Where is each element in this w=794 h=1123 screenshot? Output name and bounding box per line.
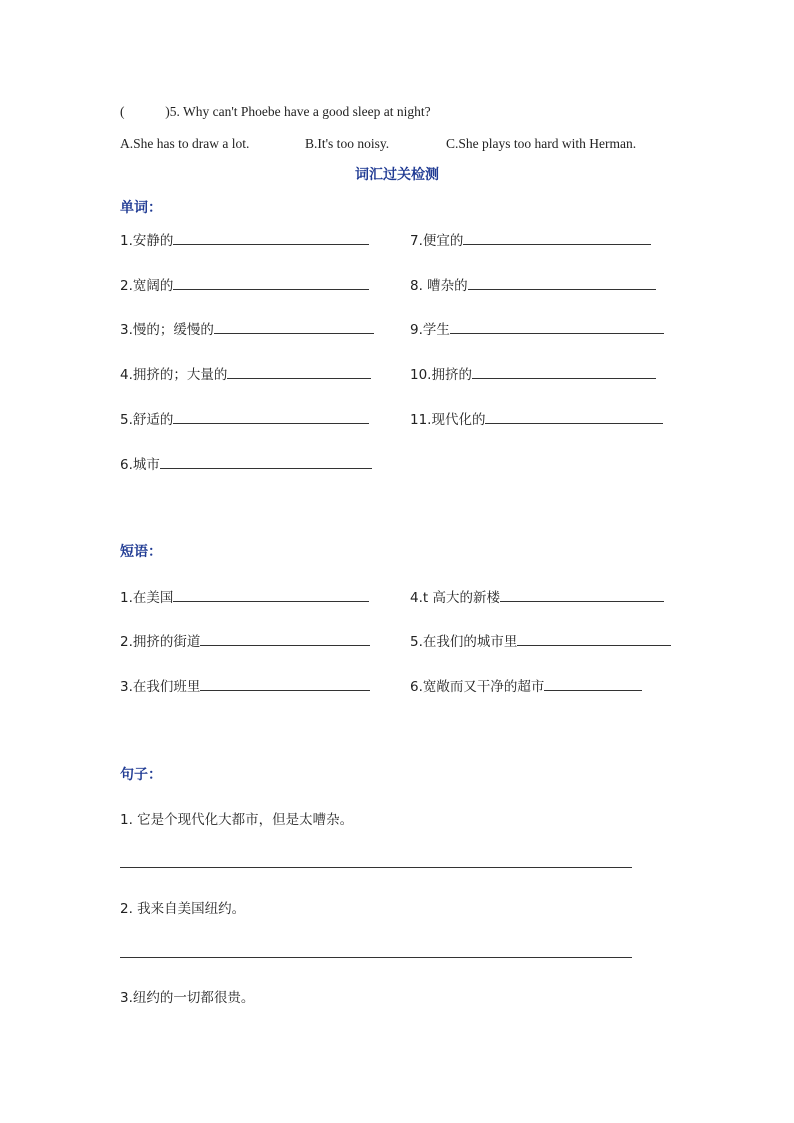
word-label: 10.拥挤的	[410, 367, 472, 383]
sentences-heading: 句子：	[120, 767, 162, 783]
word-item	[410, 408, 663, 428]
answer-paren-right: )5.	[165, 104, 180, 119]
phrase-blank[interactable]	[544, 678, 642, 691]
word-label: 4.拥挤的；大量的	[120, 367, 228, 383]
word-blank[interactable]	[160, 456, 372, 469]
phrase-item	[120, 675, 370, 695]
word-item	[410, 363, 656, 383]
page-title: 词汇过关检测	[355, 167, 439, 183]
phrase-item	[120, 630, 370, 650]
phrases-heading: 短语：	[120, 544, 162, 560]
sentence-prompt: 2. 我来自美国纽约。	[120, 901, 246, 917]
word-item	[410, 274, 656, 294]
phrase-label: 3.在我们班里	[120, 679, 201, 695]
word-blank[interactable]	[463, 232, 651, 245]
word-item	[120, 408, 369, 428]
word-item	[410, 318, 664, 338]
word-label: 2.宽阔的	[120, 278, 174, 294]
question-5	[120, 104, 431, 120]
phrase-label: 2.拥挤的街道	[120, 634, 201, 650]
option-c: C.She plays too hard with Herman.	[446, 136, 637, 151]
sentence-prompt: 1. 它是个现代化大都市，但是太嘈杂。	[120, 812, 354, 828]
question-text: Why can't Phoebe have a good sleep at night?	[183, 104, 431, 119]
word-label: 5.舒适的	[120, 412, 174, 428]
sentence-prompt: 3.纽约的一切都很贵。	[120, 990, 255, 1006]
word-blank[interactable]	[485, 411, 663, 424]
option-b: B.It's too noisy.	[305, 136, 390, 151]
phrase-blank[interactable]	[500, 589, 664, 602]
word-item	[120, 453, 372, 473]
sentence-answer-line[interactable]	[120, 867, 632, 868]
word-item	[120, 363, 371, 383]
word-label: 1.安静的	[120, 233, 174, 249]
word-blank[interactable]	[173, 232, 369, 245]
word-label: 7.便宜的	[410, 233, 464, 249]
word-label: 11.现代化的	[410, 412, 486, 428]
word-item	[120, 318, 374, 338]
word-blank[interactable]	[173, 411, 369, 424]
phrase-item	[410, 586, 664, 606]
word-blank[interactable]	[472, 366, 656, 379]
words-heading: 单词：	[120, 200, 162, 216]
phrase-blank[interactable]	[200, 678, 370, 691]
word-blank[interactable]	[450, 321, 664, 334]
word-item	[410, 229, 651, 249]
phrase-item	[410, 675, 642, 695]
phrase-blank[interactable]	[173, 589, 369, 602]
phrase-blank[interactable]	[517, 633, 671, 646]
word-item	[120, 229, 369, 249]
word-label: 8. 嘈杂的	[410, 278, 468, 294]
word-label: 9.学生	[410, 322, 450, 338]
phrase-item	[120, 586, 369, 606]
word-blank[interactable]	[468, 277, 656, 290]
word-blank[interactable]	[173, 277, 369, 290]
word-item	[120, 274, 369, 294]
word-label: 6.城市	[120, 457, 160, 473]
phrase-blank[interactable]	[200, 633, 370, 646]
phrase-label: 1.在美国	[120, 590, 174, 606]
phrase-item	[410, 630, 671, 650]
answer-paren-left: (	[120, 104, 125, 119]
word-label: 3.慢的；缓慢的	[120, 322, 214, 338]
phrase-label: 4.t 高大的新楼	[410, 590, 500, 606]
option-a: A.She has to draw a lot.	[120, 136, 250, 151]
word-blank[interactable]	[227, 366, 371, 379]
phrase-label: 5.在我们的城市里	[410, 634, 518, 650]
word-blank[interactable]	[214, 321, 374, 334]
phrase-label: 6.宽敞而又干净的超市	[410, 679, 545, 695]
sentence-answer-line[interactable]	[120, 957, 632, 958]
